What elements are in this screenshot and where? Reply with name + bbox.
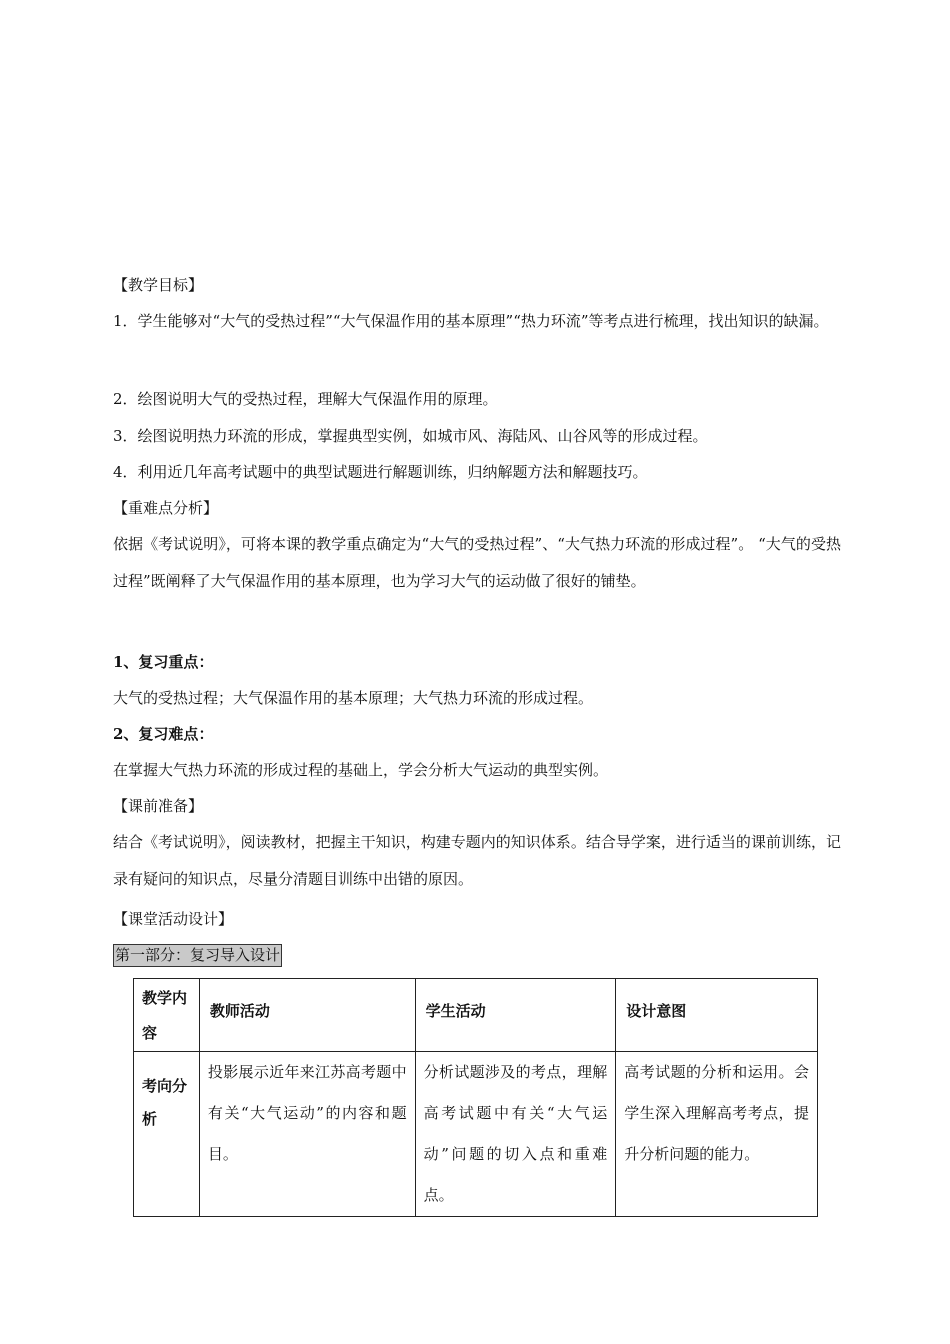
row-purpose-cell: [616, 1052, 818, 1217]
header-teacher-label: 教师活动: [209, 1002, 270, 1020]
part-one-label: 第一部分：复习导入设计: [113, 944, 282, 967]
row-content-label: 考向分析: [142, 1077, 188, 1128]
activity-heading: 【课堂活动设计】: [113, 910, 234, 928]
preparation-heading: 【课前准备】: [113, 797, 204, 815]
header-cell-purpose: [616, 979, 818, 1052]
row-purpose-text: 高考试题的分析和运用。会学生深入理解高考考点，提升分析问题的能力。: [624, 1063, 809, 1163]
objectives-heading: 【教学目标】: [113, 276, 204, 294]
header-purpose-label: 设计意图: [626, 1002, 687, 1020]
table-header-row: [134, 979, 818, 1052]
header-student-label: 学生活动: [425, 1002, 486, 1020]
row-student-cell: [415, 1052, 616, 1217]
row-content-cell: [134, 1052, 200, 1217]
preparation-text: 结合《考试说明》，阅读教材，把握主干知识，构建专题内的知识体系。结合导学案，进行适当的课前训练，记录有疑问的知识点，尽量分清题目训练中出错的原因。: [113, 833, 841, 888]
key-points-text: 大气的受热过程；大气保温作用的基本原理；大气热力环流的形成过程。: [113, 689, 594, 707]
key-points-title: 1、复习重点：: [113, 653, 214, 671]
difficult-points-title: 2、复习难点：: [113, 725, 214, 743]
row-teacher-text: 投影展示近年来江苏高考题中有关“大气运动”的内容和题目。: [207, 1063, 407, 1163]
objective-item-3: 3．绘图说明热力环流的形成，掌握典型实例，如城市风、海陆风、山谷风等的形成过程。: [113, 427, 708, 445]
row-student-text: 分析试题涉及的考点，理解高考试题中有关“大气运动”问题的切入点和重难点。: [423, 1063, 608, 1204]
analysis-intro: 依据《考试说明》，可将本课的教学重点确定为“大气的受热过程”、“大气热力环流的形成过程”。 “大气的受热过程”既阐释了大气保温作用的基本原理，也为学习大气的运动做了很好的铺垫。: [113, 535, 841, 590]
row-teacher-cell: [199, 1052, 415, 1217]
lesson-plan-table: [133, 978, 818, 1217]
header-cell-student: [415, 979, 616, 1052]
difficult-points-text: 在掌握大气热力环流的形成过程的基础上，学会分析大气运动的典型实例。: [113, 761, 609, 779]
objective-item-1: 1．学生能够对“大气的受热过程”“大气保温作用的基本原理”“热力环流”等考点进行梳理，找出知识的缺漏。: [113, 312, 829, 330]
header-content-label: 教学内容: [142, 989, 188, 1042]
objective-item-4: 4．利用近几年高考试题中的典型试题进行解题训练，归纳解题方法和解题技巧。: [113, 463, 648, 481]
header-cell-teacher: [199, 979, 415, 1052]
objective-item-2: 2．绘图说明大气的受热过程，理解大气保温作用的原理。: [113, 390, 498, 408]
table-row: [134, 1052, 818, 1217]
analysis-heading: 【重难点分析】: [113, 499, 219, 517]
header-cell-content: [134, 979, 200, 1052]
